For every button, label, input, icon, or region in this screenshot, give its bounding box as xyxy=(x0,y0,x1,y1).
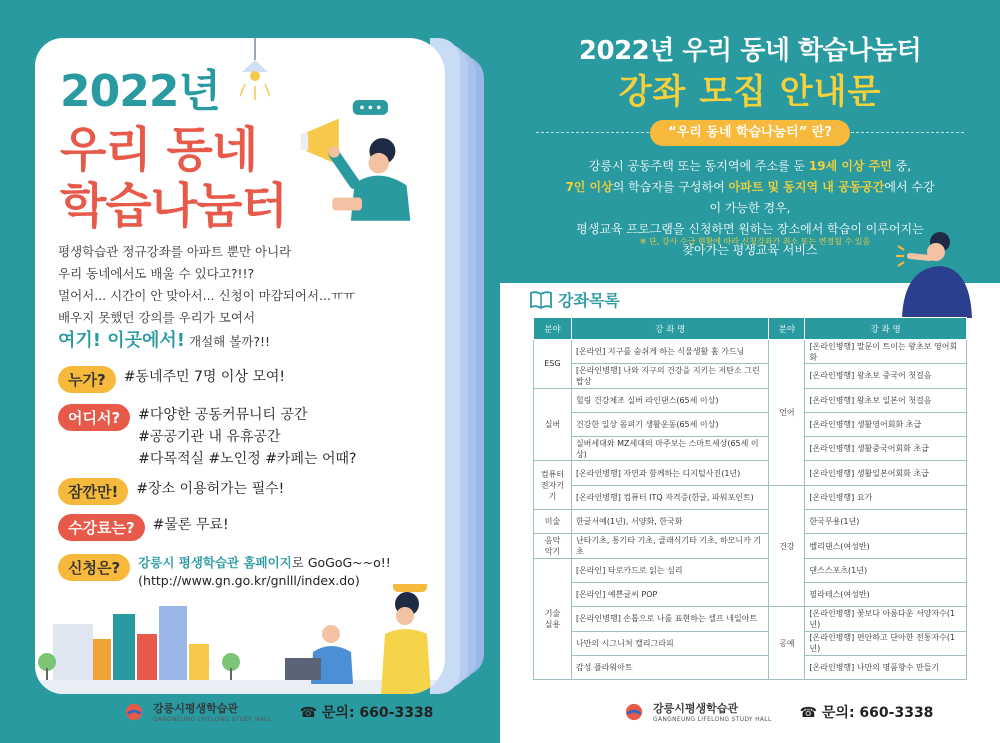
course-cell: [온라인병행] 나만의 명품향수 만들기 xyxy=(805,655,967,679)
course-cell: [온라인병행] 생활일본어회화 초급 xyxy=(805,461,967,485)
header-course: 강 좌 명 xyxy=(571,318,769,340)
here-rest: 개설해 볼까?!! xyxy=(185,334,270,349)
course-cell: [온라인] 예쁜글씨 POP xyxy=(571,582,769,606)
intro-line: 배우지 못했던 강의를 우리가 모여서 xyxy=(58,310,256,325)
course-cell: [온라인] 타로카드로 읽는 심리 xyxy=(571,558,769,582)
category-cell: 미술 xyxy=(534,510,572,534)
table-row xyxy=(534,437,967,461)
course-cell: [온라인병행] 말문이 트이는 왕초보 영어회화 xyxy=(805,340,967,364)
desc-text: 평생교육 프로그램을 신청하면 원하는 장소에서 학습이 이루어지는 xyxy=(576,222,924,236)
intro-text xyxy=(58,241,388,329)
course-cell: [온라인병행] 꽃보다 아름다운 서양자수(1년) xyxy=(805,607,967,631)
category-cell: ESG xyxy=(534,340,572,389)
table-row xyxy=(534,461,967,485)
course-cell: [온라인병행] 컴퓨터 ITQ 자격증(한글, 파워포인트) xyxy=(571,485,769,509)
table-row xyxy=(534,340,967,364)
desc-highlight: 7인 이상 xyxy=(565,180,613,194)
course-list-heading xyxy=(530,288,620,311)
course-cell: 댄스스포츠(1년) xyxy=(805,558,967,582)
course-cell: [온라인병행] 왕초보 중국어 첫걸음 xyxy=(805,364,967,388)
where-line: #공공기관 내 유휴공간 xyxy=(138,429,281,445)
megaphone-person-illustration xyxy=(297,100,427,230)
org-logo-icon xyxy=(625,703,643,721)
table-row xyxy=(534,364,967,388)
right-header xyxy=(500,0,1000,283)
intro-line: 멀어서... 시간이 안 맞아서... 신청이 마감되어서...ㅠㅠ xyxy=(58,288,356,303)
course-cell: [온라인병행] 요가 xyxy=(805,485,967,509)
header-category: 분야 xyxy=(534,318,572,340)
where-line: #다목적실 #노인정 #카페는 어때? xyxy=(138,451,357,467)
category-cell: 언어 xyxy=(769,340,805,486)
apply-url[interactable]: (http://www.gn.go.kr/gnlll/index.do) xyxy=(138,573,360,588)
what-is-badge: “우리 동네 학습나눔터” 란? xyxy=(650,120,850,146)
contact-phone: ☎ 문의: 660-3338 xyxy=(799,704,934,721)
where-text xyxy=(138,404,356,470)
intro-line: 평생학습관 정규강좌를 아파트 뿐만 아니라 xyxy=(58,244,292,259)
table-header-row xyxy=(534,318,967,340)
desc-text: 의 학습자를 구성하여 xyxy=(612,180,729,194)
who-text: #동네주민 7명 이상 모여! xyxy=(123,369,286,385)
org-name-en: GANGNEUNG LIFELONG STUDY HALL xyxy=(153,716,272,723)
who-row xyxy=(58,366,285,393)
desc-text: 찾아가는 평생교육 서비스 xyxy=(682,243,818,257)
course-cell: 벨리댄스(여성반) xyxy=(805,534,967,558)
poster-title-line2: 우리 동네 xyxy=(60,122,258,178)
here-callout xyxy=(58,326,270,352)
table-row xyxy=(534,582,967,606)
org-name-en: GANGNEUNG LIFELONG STUDY HALL xyxy=(653,716,772,723)
category-cell: 음악 악기 xyxy=(534,534,572,558)
desc-text: 강릉시 공동주택 또는 동지역에 주소를 둔 xyxy=(588,159,809,173)
left-footer xyxy=(125,700,433,723)
poster-title-line3: 학습나눔터 xyxy=(60,178,287,234)
right-title-2: 강좌 모집 안내문 xyxy=(618,72,882,112)
table-row xyxy=(534,510,967,534)
fee-label: 수강료는? xyxy=(58,514,145,541)
apply-highlight: 강릉시 평생학습관 홈페이지 xyxy=(138,555,292,570)
course-cell: [온라인병행] 편안하고 단아한 전통자수(1년) xyxy=(805,631,967,655)
table-row xyxy=(534,558,967,582)
course-cell: 실버세대와 MZ세대의 마주보는 스마트세상(65세 이상) xyxy=(571,437,769,461)
course-cell: [온라인병행] 생활중국어회화 초급 xyxy=(805,437,967,461)
course-cell: 한글서예(1년), 서양화, 한국화 xyxy=(571,510,769,534)
category-cell: 건강 xyxy=(769,485,805,606)
apply-rest: 로 GoGoG~~o!! xyxy=(291,555,391,570)
table-row xyxy=(534,485,967,509)
desc-text: 에서 수강이 가능한 경우, xyxy=(709,180,935,215)
header-category: 분야 xyxy=(769,318,805,340)
category-cell: 공예 xyxy=(769,607,805,680)
contact-phone: ☎ 문의: 660-3338 xyxy=(299,704,434,721)
org-name: 강릉시평생학습관 xyxy=(653,702,739,715)
shouting-person-illustration xyxy=(890,228,980,318)
course-cell: 난타기초, 통기타 기초, 클래식기타 기초, 하모니카 기초 xyxy=(571,534,769,558)
category-cell: 기술 실용 xyxy=(534,558,572,679)
course-cell: [온라인] 지구를 숨쉬게 하는 식물생활 홈 가드닝 xyxy=(571,340,769,364)
right-footer xyxy=(625,700,933,723)
org-logo-icon xyxy=(125,703,143,721)
course-cell: [온라인병행] 생활영어회화 초급 xyxy=(805,412,967,436)
where-row xyxy=(58,404,356,470)
who-label: 누가? xyxy=(58,366,116,393)
course-list-title: 강좌목록 xyxy=(558,291,620,310)
table-row xyxy=(534,534,967,558)
desc-highlight: 아파트 및 동지역 내 공동공간 xyxy=(728,180,885,194)
notice-text: ※ 단, 강사 수급 현황에 따라 신청강좌가 취소 또는 변경될 수 있음 xyxy=(639,237,871,246)
wait-text: #장소 이용허가는 필수! xyxy=(136,481,285,497)
course-cell: [온라인병행] 손톱으로 나를 표현하는 셀프 네일아트 xyxy=(571,607,769,631)
course-cell: [온라인병행] 나와 지구의 건강을 지키는 저탄소 그린밥상 xyxy=(571,364,769,388)
course-cell: [온라인병행] 왕초보 일본어 첫걸음 xyxy=(805,388,967,412)
table-row xyxy=(534,388,967,412)
category-cell: 실버 xyxy=(534,388,572,461)
intro-line: 우리 동네에서도 배울 수 있다고?!!? xyxy=(58,266,255,281)
desc-text: 중, xyxy=(891,159,912,173)
course-cell: [온라인병행] 자연과 함께하는 디지털사진(1년) xyxy=(571,461,769,485)
desc-highlight: 19세 이상 주민 xyxy=(808,159,892,173)
fee-row xyxy=(58,514,229,541)
course-cell: 건강한 일상 몸펴기 생활운동(65세 이상) xyxy=(571,412,769,436)
book-icon xyxy=(530,291,552,309)
wait-row xyxy=(58,478,284,505)
apply-label: 신청은? xyxy=(58,554,130,581)
right-title-1: 2022년 우리 동네 학습나눔터 xyxy=(578,36,922,66)
city-illustration xyxy=(35,584,445,694)
right-page xyxy=(500,0,1000,743)
table-row xyxy=(534,631,967,655)
course-cell: 감성 플라워아트 xyxy=(571,655,769,679)
course-cell: 나만의 시그니처 캘리그라피 xyxy=(571,631,769,655)
here-emphasis: 여기! 이곳에서! xyxy=(58,330,186,351)
table-row xyxy=(534,412,967,436)
poster-title-year: 2022년 xyxy=(60,66,220,117)
course-table xyxy=(533,317,967,680)
lamp-icon xyxy=(240,38,270,108)
course-cell: 힐링 건강체조 실버 라인댄스(65세 이상) xyxy=(571,388,769,412)
org-name: 강릉시평생학습관 xyxy=(153,702,239,715)
where-label: 어디서? xyxy=(58,404,130,431)
course-cell: 필라테스(여성반) xyxy=(805,582,967,606)
header-course: 강 좌 명 xyxy=(805,318,967,340)
where-line: #다양한 공동커뮤니티 공간 xyxy=(138,407,308,423)
table-row xyxy=(534,655,967,679)
fee-text: #물론 무료! xyxy=(152,517,229,533)
category-cell: 컴퓨터 전자기기 xyxy=(534,461,572,510)
wait-label: 잠깐만! xyxy=(58,478,128,505)
course-cell: 한국무용(1년) xyxy=(805,510,967,534)
table-row xyxy=(534,607,967,631)
poster-card xyxy=(35,38,445,694)
